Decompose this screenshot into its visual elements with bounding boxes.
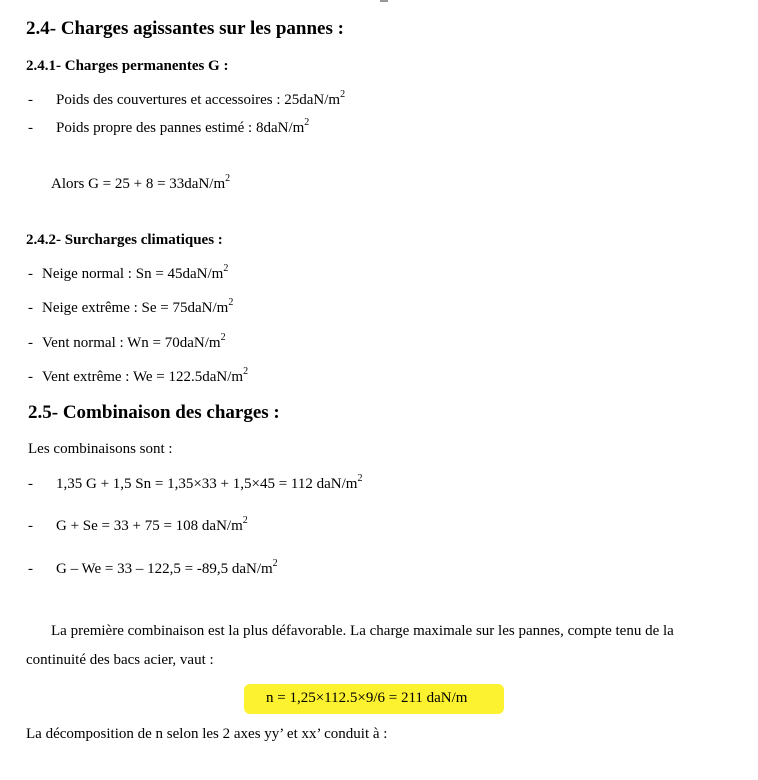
- section-2-5-title: 2.5- Combinaison des charges :: [28, 402, 280, 423]
- perm-load-text-2: Poids propre des pannes estimé : 8daN/m: [56, 120, 305, 136]
- clim-text-2: Neige extrême : Se = 75daN/m: [42, 300, 229, 316]
- section-2-4-title: 2.4- Charges agissantes sur les pannes :: [26, 18, 344, 39]
- superscript: 2: [340, 89, 346, 100]
- paragraph-line-2: continuité des bacs acier, vaut :: [26, 652, 214, 668]
- bullet-dash: -: [28, 518, 33, 534]
- clim-text-1: Neige normal : Sn = 45daN/m: [42, 266, 224, 282]
- combo-item-3: [28, 558, 278, 578]
- superscript: 2: [304, 117, 310, 128]
- combo-item-2: [28, 515, 248, 535]
- perm-load-item-1: [28, 89, 346, 109]
- superscript: 2: [228, 297, 234, 308]
- bullet-dash: -: [28, 92, 33, 108]
- superscript: 2: [220, 332, 226, 343]
- clim-text-3: Vent normal : Wn = 70daN/m: [42, 335, 221, 351]
- combo-text-2: G + Se = 33 + 75 = 108 daN/m: [56, 518, 243, 534]
- superscript: 2: [225, 173, 231, 184]
- total-g-line: [51, 173, 231, 193]
- combos-intro: Les combinaisons sont :: [28, 441, 173, 457]
- perm-load-text-1: Poids des couvertures et accessoires : 25daN/m: [56, 92, 341, 108]
- clim-item-4: [28, 366, 249, 386]
- clim-item-2: [28, 297, 234, 317]
- bullet-dash: -: [28, 369, 33, 385]
- bullet-dash: -: [28, 561, 33, 577]
- superscript: 2: [243, 366, 249, 377]
- bullet-dash: -: [28, 120, 33, 136]
- perm-load-item-2: [28, 117, 310, 137]
- combo-text-1: 1,35 G + 1,5 Sn = 1,35×33 + 1,5×45 = 112 daN/m: [56, 476, 358, 492]
- clim-item-1: [28, 263, 229, 283]
- bullet-dash: -: [28, 266, 33, 282]
- total-g-text: Alors G = 25 + 8 = 33daN/m: [51, 176, 226, 192]
- superscript: 2: [357, 473, 363, 484]
- decomposition-line: La décomposition de n selon les 2 axes yy’ et xx’ conduit à :: [26, 726, 388, 742]
- paragraph-line-1: La première combinaison est la plus défavorable. La charge maximale sur les pannes, compte tenu de la: [51, 623, 674, 639]
- formula-n: n = 1,25×112.5×9/6 = 211 daN/m: [266, 690, 468, 706]
- section-2-4-2-title: 2.4.2- Surcharges climatiques :: [26, 232, 223, 248]
- page-top-artifact: [380, 0, 388, 2]
- clim-text-4: Vent extrême : We = 122.5daN/m: [42, 369, 244, 385]
- bullet-dash: -: [28, 300, 33, 316]
- bullet-dash: -: [28, 476, 33, 492]
- combo-item-1: [28, 473, 363, 493]
- section-2-4-1-title: 2.4.1- Charges permanentes G :: [26, 58, 229, 74]
- superscript: 2: [242, 515, 248, 526]
- bullet-dash: -: [28, 335, 33, 351]
- superscript: 2: [223, 263, 229, 274]
- combo-text-3: G – We = 33 – 122,5 = -89,5 daN/m: [56, 561, 273, 577]
- clim-item-3: [28, 332, 226, 352]
- superscript: 2: [272, 558, 278, 569]
